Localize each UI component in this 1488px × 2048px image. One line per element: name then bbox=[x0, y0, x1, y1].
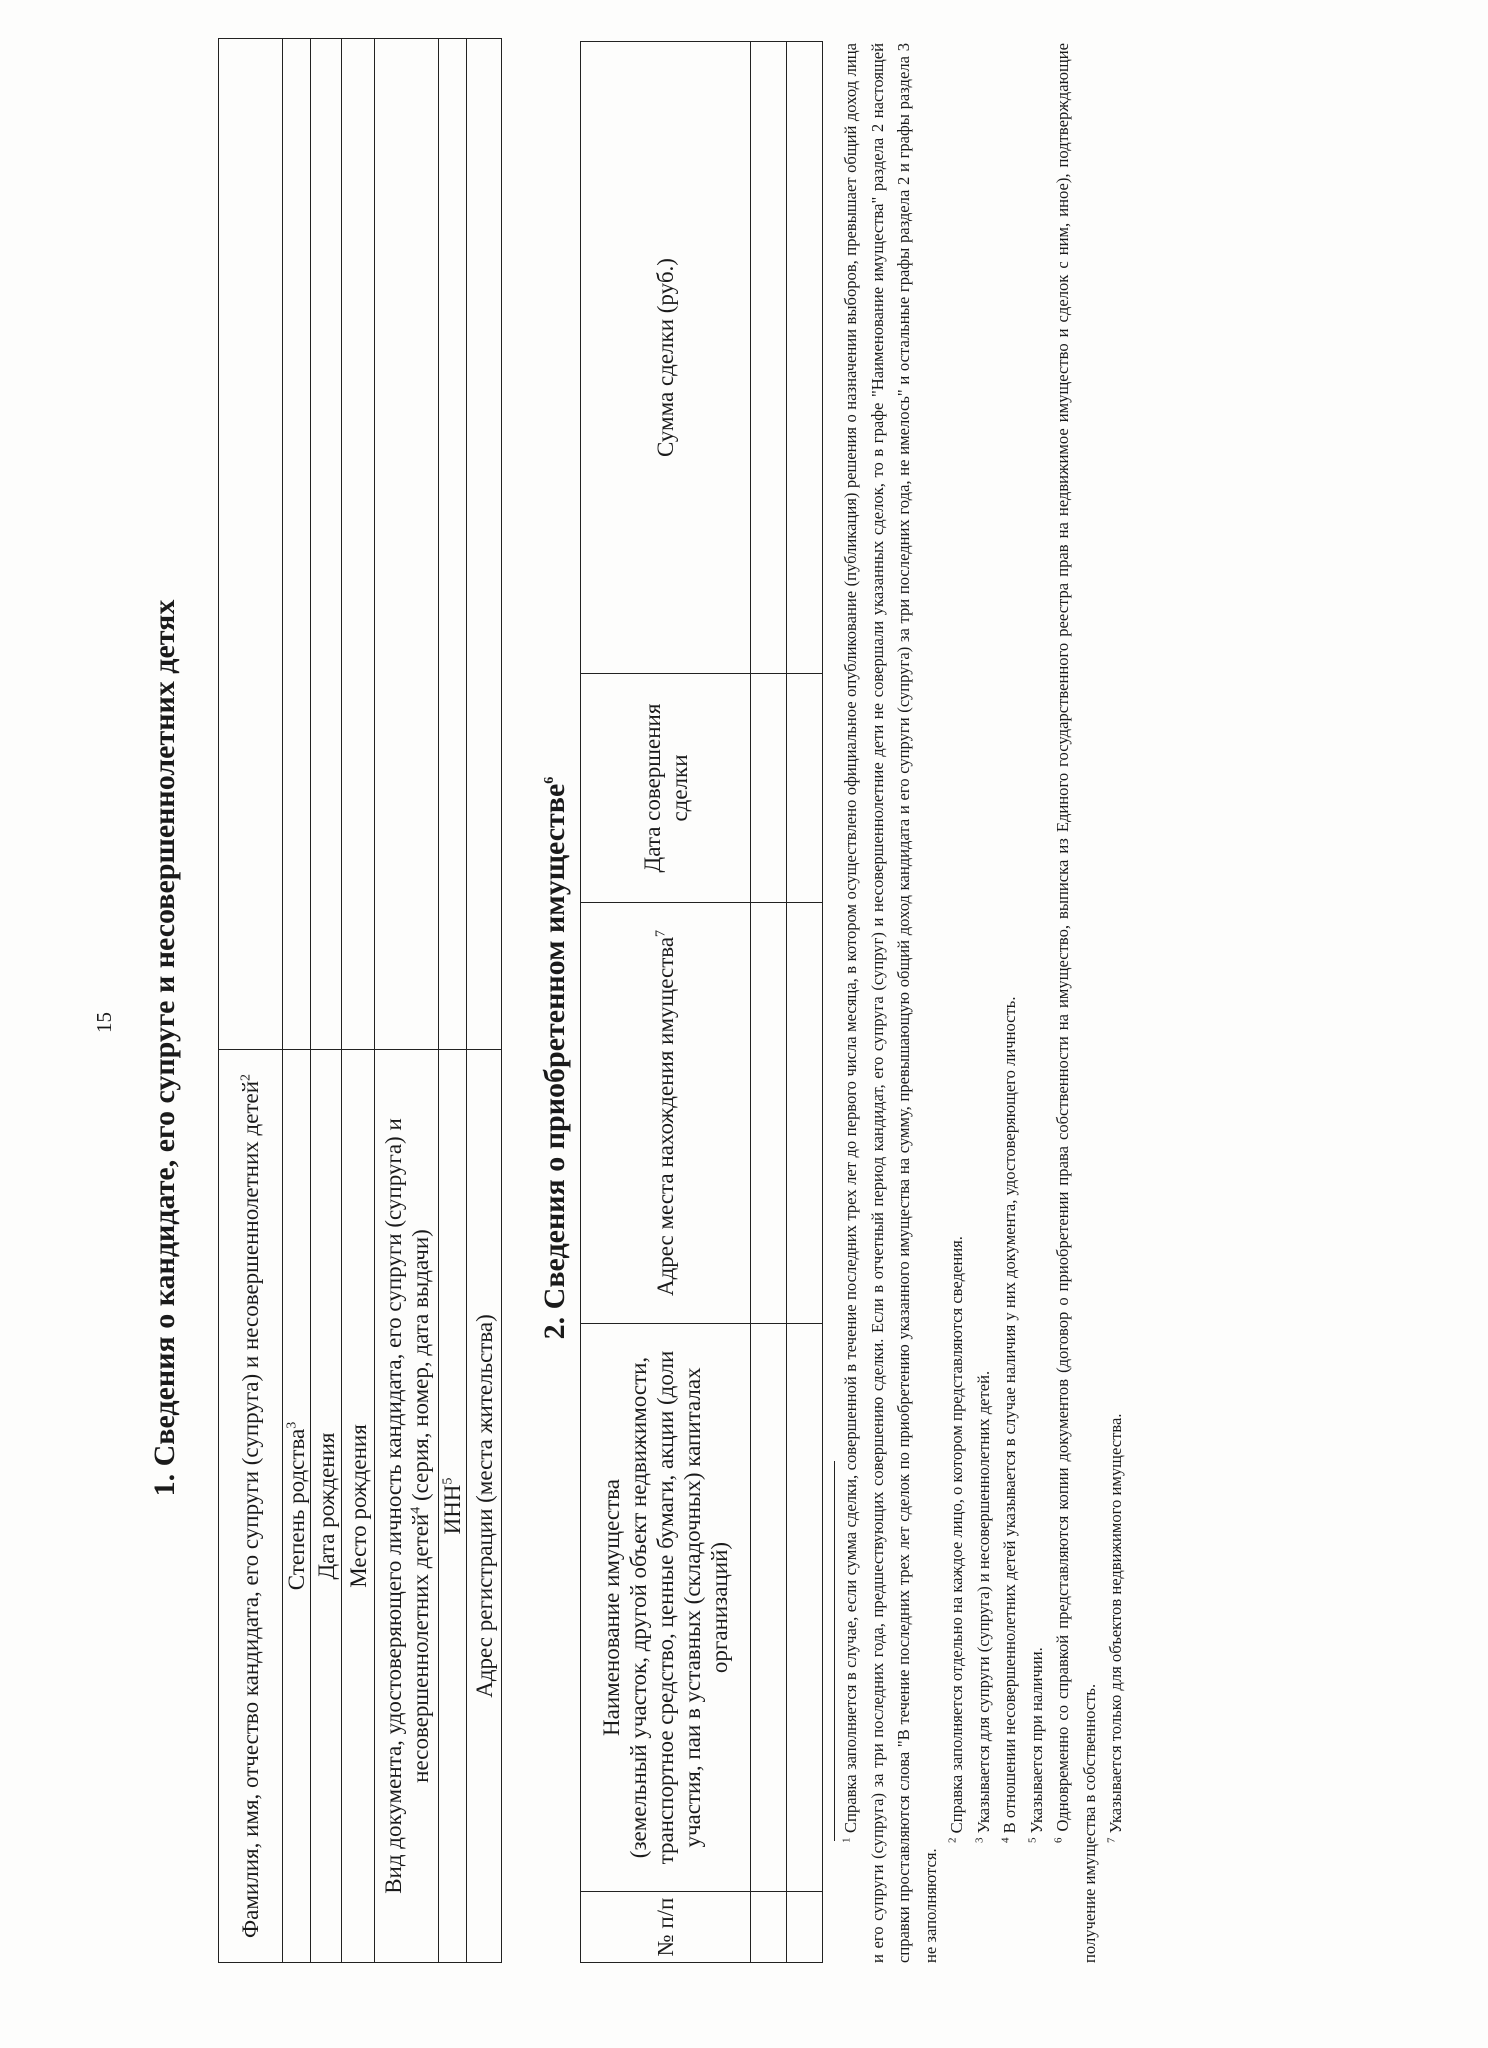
value-cell-id-document[interactable] bbox=[375, 39, 439, 1050]
value-cell-birth-place[interactable] bbox=[342, 39, 375, 1050]
cell[interactable] bbox=[751, 674, 787, 903]
table-row bbox=[342, 39, 375, 1963]
footnote-separator bbox=[834, 1461, 835, 1841]
row-label-birth-place: Место рождения bbox=[342, 1050, 375, 1963]
cell[interactable] bbox=[751, 42, 787, 674]
table-row bbox=[787, 42, 823, 1963]
table-row bbox=[375, 39, 439, 1963]
header-property-name: Наименование имущества (земельный участок, другой объект недвижимости, транспортное средство, ценные бумаги, акции (доли участия, паи в уставных (складочных) капиталах организаций) bbox=[581, 1324, 751, 1892]
header-sum: Сумма сделки (руб.) bbox=[581, 42, 751, 674]
row-label-birth-date: Дата рождения bbox=[311, 1050, 342, 1963]
table-row bbox=[311, 39, 342, 1963]
row-label-inn: ИНН$^5$ bbox=[439, 1050, 467, 1963]
value-cell-relation[interactable] bbox=[283, 39, 311, 1050]
footnote: $^1$ Справка заполняется в случае, если сумма сделки, совершенной в течение последних трех лет до первого числа месяца, в котором осуществлено официальное опубликование (публикация) решения о назначении выборов, превышает общий доход лица и его супруги (супруга) за три последних года, предшествующих совершению сделки. Если в отчетный период кандидат, его супруга (супруг) и несовершеннолетние дети не совершали указанных сделок, то в графе "Наименование имущества" раздела 2 настоящей справки проставляются слова "В течение последних трех лет сделок по приобретению указанного имущества на сумму, превышающую общий доход кандидата и его супруги (супруга) за три последних года, не имелось" и остальные графы раздела 2 и графы раздела 3 не заполняются. bbox=[840, 43, 940, 1963]
table-row bbox=[467, 39, 502, 1963]
row-label-relation: Степень родства$^3$ bbox=[283, 1050, 311, 1963]
value-cell-inn[interactable] bbox=[439, 39, 467, 1050]
cell[interactable] bbox=[787, 903, 823, 1324]
section1-title: 1. Сведения о кандидате, его супруге и несовершеннолетних детях bbox=[148, 599, 181, 1497]
header-address: Адрес места нахождения имущества$^7$ bbox=[581, 903, 751, 1324]
footnote: $^2$ Справка заполняется отдельно на каждое лицо, о котором представляются сведения. bbox=[946, 1236, 966, 1843]
page-number: 15 bbox=[92, 1012, 116, 1033]
cell[interactable] bbox=[751, 1324, 787, 1892]
value-cell-registration-address[interactable] bbox=[467, 39, 502, 1050]
table-row bbox=[219, 39, 283, 1963]
candidate-info-table bbox=[218, 38, 502, 1963]
value-cell-birth-date[interactable] bbox=[311, 39, 342, 1050]
footnote: $^7$ Указывается только для объектов недвижимого имущества. bbox=[1105, 1413, 1125, 1843]
footnote: $^4$ В отношении несовершеннолетних детей указывается в случае наличия у них документа, удостоверяющего личность. bbox=[999, 996, 1019, 1843]
table-row bbox=[439, 39, 467, 1963]
header-date: Дата совершения сделки bbox=[581, 674, 751, 903]
row-label-id-document: Вид документа, удостоверяющего личность кандидата, его супруги (супруга) и несовершеннолетних детей$^4$ (серия, номер, дата выдачи) bbox=[375, 1050, 439, 1963]
row-label-registration-address: Адрес регистрации (места жительства) bbox=[467, 1050, 502, 1963]
section2-title: 2. Сведения о приобретенном имуществе$^6$ bbox=[538, 776, 571, 1340]
table-row bbox=[751, 42, 787, 1963]
cell[interactable] bbox=[751, 903, 787, 1324]
footnote: $^3$ Указывается для супруги (супруга) и несовершеннолетних детей. bbox=[972, 1370, 993, 1843]
cell[interactable] bbox=[787, 1892, 823, 1963]
cell[interactable] bbox=[787, 42, 823, 674]
table-row bbox=[283, 39, 311, 1963]
row-label-full-name: Фамилия, имя, отчество кандидата, его супруги (супруга) и несовершеннолетних детей$^2$ bbox=[219, 1050, 283, 1963]
header-num: № п/п bbox=[581, 1892, 751, 1963]
cell[interactable] bbox=[751, 1892, 787, 1963]
value-cell-full-name[interactable] bbox=[219, 39, 283, 1050]
footnote: $^5$ Указывается при наличии. bbox=[1025, 1647, 1046, 1843]
cell[interactable] bbox=[787, 674, 823, 903]
footnote: $^6$ Одновременно со справкой представляются копии документов (договор о приобретении права собственности на имущество, выписка из Единого государственного реестра прав на недвижимое имущество и сделок с ним, иное), подтверждающие получение имущества в собственность. bbox=[1052, 43, 1099, 1963]
cell[interactable] bbox=[787, 1324, 823, 1892]
acquired-property-table bbox=[580, 41, 823, 1963]
table-header-row bbox=[581, 42, 751, 1963]
footnotes bbox=[838, 43, 1130, 1963]
